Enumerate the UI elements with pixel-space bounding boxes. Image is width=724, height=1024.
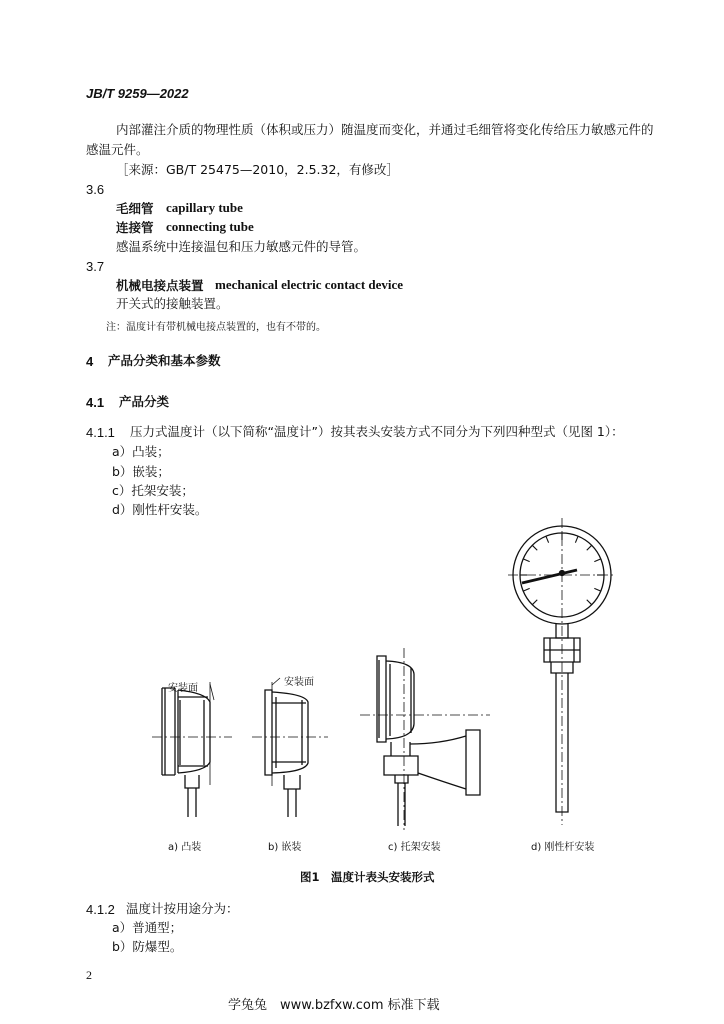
list-item: d）刚性杆安装。	[112, 502, 208, 517]
figure-caption-b: b) 嵌装	[268, 842, 302, 853]
dial-tick	[575, 536, 578, 542]
section-number-4: 4	[86, 354, 94, 369]
page-number: 2	[86, 968, 92, 982]
gauge-b-panel-mount	[252, 678, 328, 817]
list-item: a）普通型；	[112, 920, 183, 935]
list-item: b）防爆型。	[112, 939, 183, 954]
dial-tick	[587, 600, 592, 605]
document-code: JB/T 9259—2022	[86, 86, 189, 101]
term-en-connecting: connecting tube	[166, 219, 254, 234]
dial-tick	[523, 559, 529, 562]
note-3-7: 注：温度计有带机械电接点装置的，也有不带的。	[106, 322, 326, 333]
term-zh-contact: 机械电接点装置	[116, 278, 204, 293]
list-item: a）凸装；	[112, 444, 170, 459]
term-zh-capillary: 毛细管	[116, 201, 154, 216]
definition-3-6: 感温系统中连接温包和压力敏感元件的导管。	[116, 239, 367, 254]
dial-tick	[546, 536, 549, 542]
figure-title: 图1 温度计表头安装形式	[300, 870, 435, 884]
source-reference: ［来源：GB/T 25475—2010，2.5.32，有修改］	[116, 162, 399, 177]
definition-text-line1: 内部灌注介质的物理性质（体积或压力）随温度而变化，并通过毛细管将变化传给压力敏感元件的	[116, 122, 654, 137]
section-number-4-1: 4.1	[86, 395, 105, 410]
gauge-a-flush-mount	[152, 682, 232, 817]
callout-mounting-surface-a: 安装面	[168, 683, 198, 694]
section-number-3-7: 3.7	[86, 259, 105, 274]
section-number-4-1-1: 4.1.1	[86, 425, 115, 440]
section-number-4-1-2: 4.1.2	[86, 902, 115, 917]
list-item: c）托架安装；	[112, 483, 194, 498]
dial-tick	[532, 545, 537, 550]
dial-tick	[594, 588, 600, 591]
definition-text-line2: 感温元件。	[86, 142, 149, 157]
definition-3-7: 开关式的接触装置。	[116, 296, 229, 311]
paragraph-4-1-1: 压力式温度计（以下简称“温度计”）按其表头安装方式不同分为下列四种型式（见图 1）：	[130, 424, 624, 439]
term-zh-connecting: 连接管	[116, 220, 154, 235]
dial-tick	[594, 559, 600, 562]
paragraph-4-1-2: 温度计按用途分为：	[126, 901, 239, 916]
callout-mounting-surface-b: 安装面	[284, 677, 314, 688]
list-item: b）嵌装；	[112, 464, 170, 479]
section-title-4: 产品分类和基本参数	[108, 353, 221, 368]
gauge-c-bracket-mount	[360, 648, 490, 830]
section-title-4-1: 产品分类	[119, 394, 170, 409]
dial-tick	[532, 600, 537, 605]
section-number-3-6: 3.6	[86, 182, 105, 197]
figure-caption-a: a) 凸装	[168, 842, 202, 853]
figure-caption-c: c) 托架安装	[388, 842, 441, 853]
term-en-capillary: capillary tube	[166, 200, 243, 215]
gauge-d-rigid-stem	[508, 518, 616, 825]
dial-tick	[523, 588, 529, 591]
watermark-footer: 学兔兔 www.bzfxw.com 标准下载	[228, 998, 440, 1013]
dial-tick	[587, 545, 592, 550]
figure-caption-d: d) 刚性杆安装	[531, 842, 595, 853]
term-en-contact: mechanical electric contact device	[215, 277, 404, 292]
